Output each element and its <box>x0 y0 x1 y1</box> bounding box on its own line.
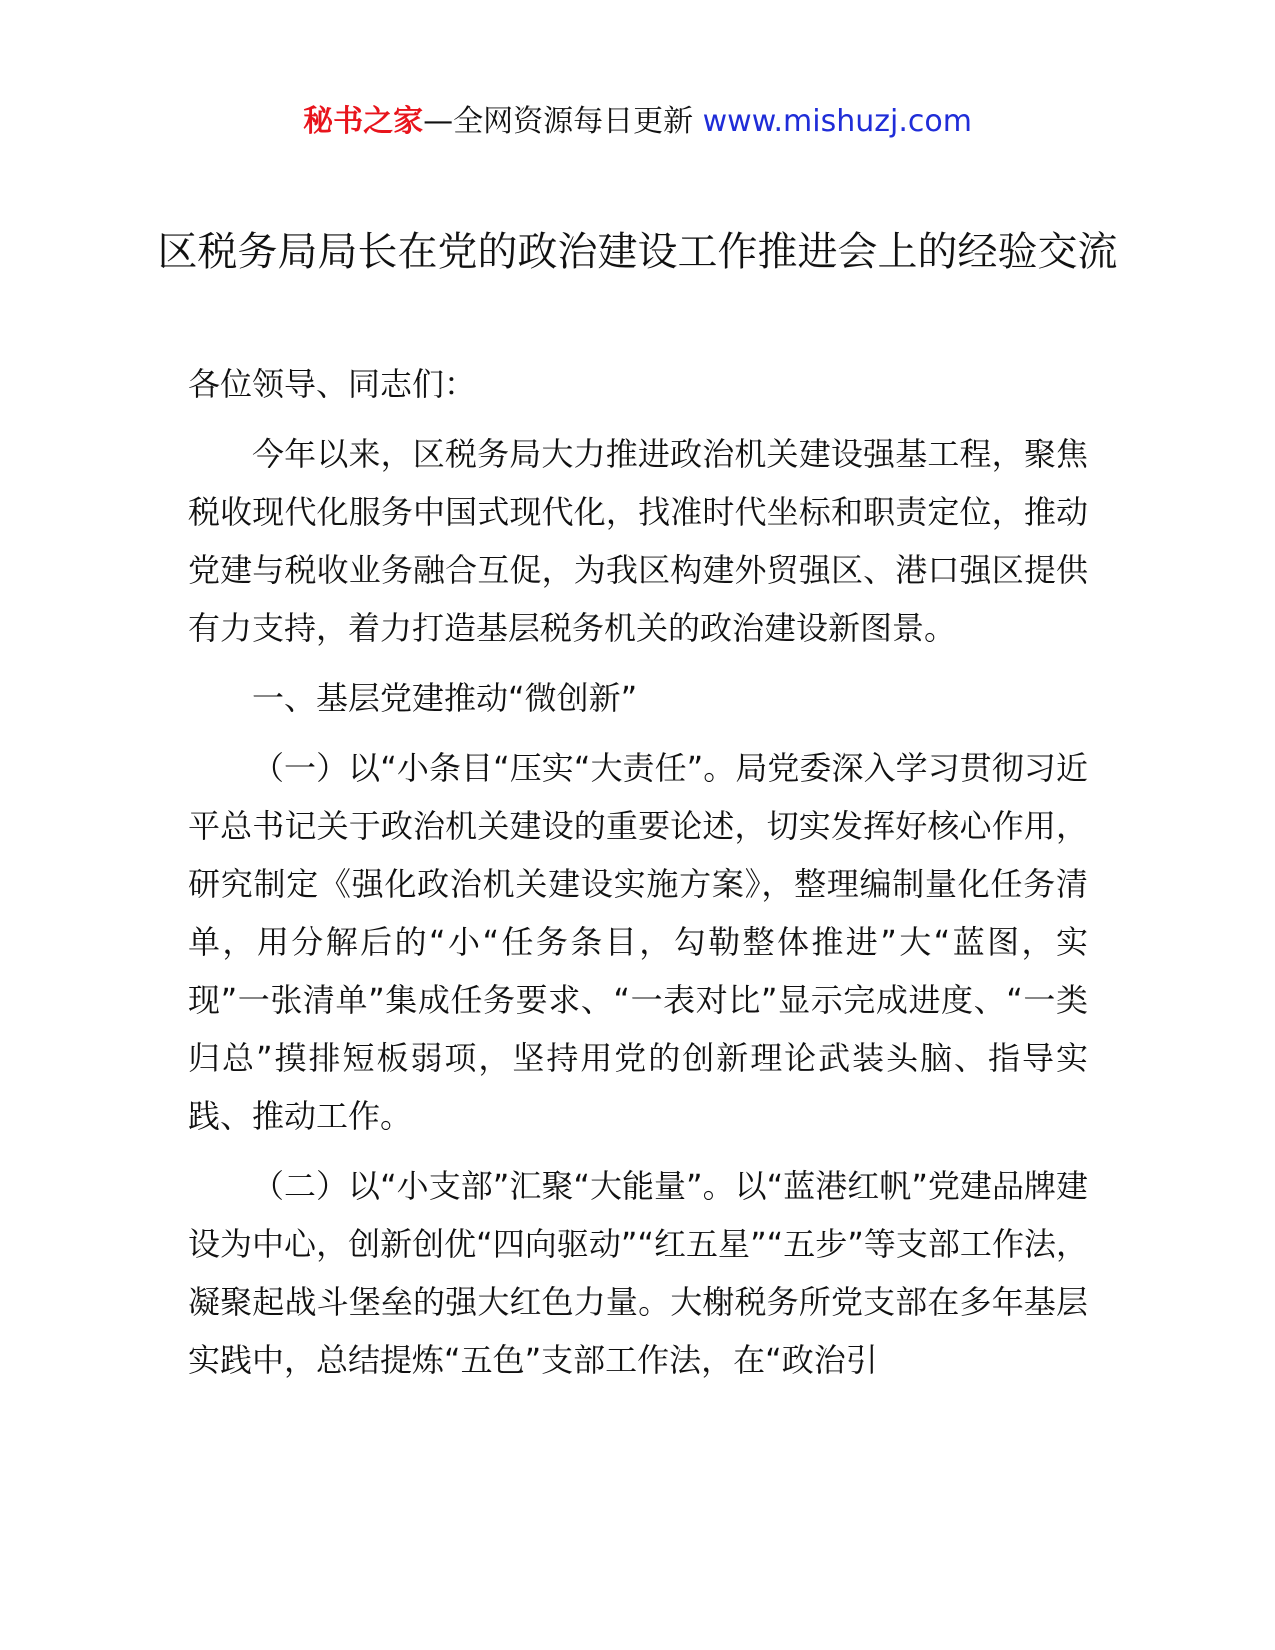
section-heading-1: 一、基层党建推动“微创新” <box>252 679 638 717</box>
paragraph-subsection-1: （一）以“小条目“压实“大责任”。局党委深入学习贯彻习近平总书记关于政治机关建设的重要论述，切实发挥好核心作用，研究制定《强化政治机关建设实施方案》，整理编制量化任务清单，用分解后的“小“任务条目，勾勒整体推进”大“蓝图，实现”一张清单”集成任务要求、“一表对比”显示完成进度、“一类归总”摸排短板弱项，坚持用党的创新理论武装头脑、指导实践、推动工作。 <box>188 749 1088 1135</box>
document-title: 区税务局局长在党的政治建设工作推进会上的经验交流 <box>157 229 1118 275</box>
header-tagline: —全网资源每日更新 <box>423 104 703 139</box>
paragraph-intro: 今年以来，区税务局大力推进政治机关建设强基工程，聚焦税收现代化服务中国式现代化，找准时代坐标和职责定位，推动党建与税收业务融合互促，为我区构建外贸强区、港口强区提供有力支持，着力打造基层税务机关的政治建设新图景。 <box>188 435 1088 647</box>
brand-name: 秘书之家 <box>303 104 424 139</box>
salutation: 各位领导、同志们： <box>188 365 477 403</box>
paragraph-subsection-2: （二）以“小支部”汇聚“大能量”。以“蓝港红帆”党建品牌建设为中心，创新创优“四向驱动”“红五星”“五步”等支部工作法，凝聚起战斗堡垒的强大红色力量。大榭税务所党支部在多年基层实践中，总结提炼“五色”支部工作法，在“政治引 <box>188 1167 1088 1379</box>
site-header <box>0 100 1275 144</box>
site-url-link[interactable]: www.mishuzj.com <box>702 104 972 139</box>
document-body <box>188 355 1088 1401</box>
